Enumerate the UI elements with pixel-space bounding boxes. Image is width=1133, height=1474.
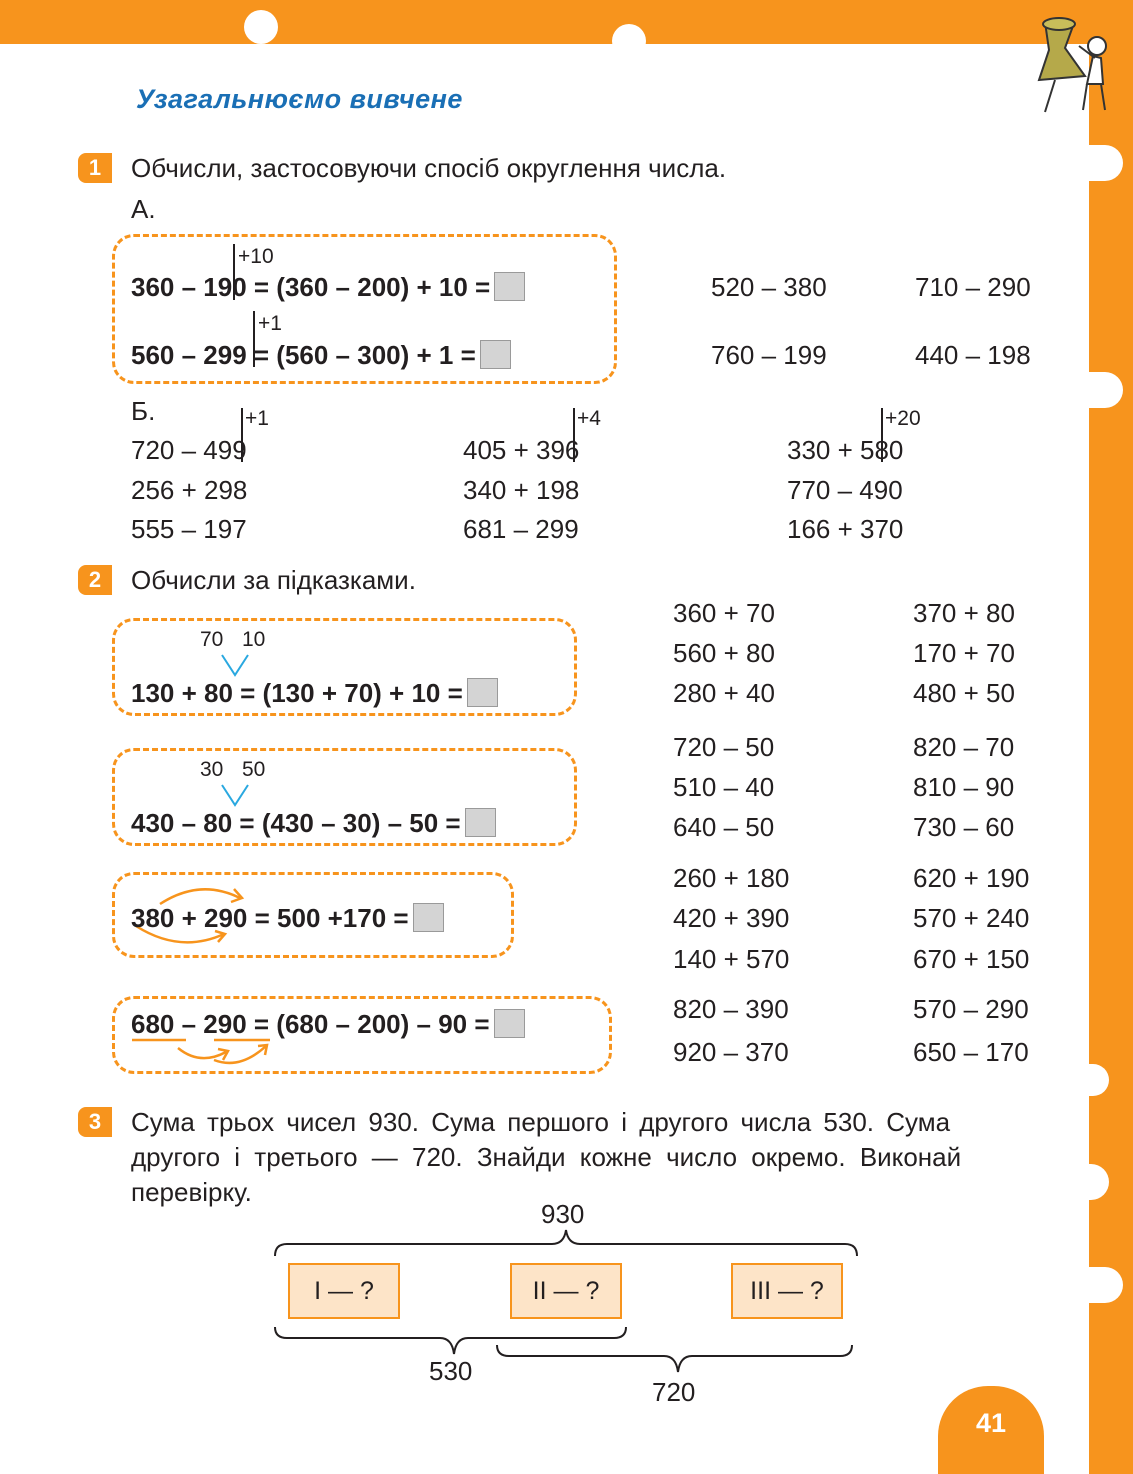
answer-box[interactable] (467, 678, 498, 707)
answer-box[interactable] (413, 903, 444, 932)
right-orange-band (1089, 44, 1133, 1474)
task-2-example-expression: 130 + 80 = (130 + 70) + 10 = (131, 678, 463, 708)
page-number: 41 (975, 1408, 1007, 1438)
task-2-example-expression: 430 – 80 = (430 – 30) – 50 = (131, 808, 461, 838)
task-1-part-b-label: Б. (131, 396, 156, 426)
diagram-box-first: I — ? (288, 1263, 400, 1319)
top-tab-notch-1 (244, 10, 278, 44)
mascot-pin-icon (1015, 12, 1125, 122)
task-2-item: 260 + 180 (673, 863, 790, 893)
task-1-example-row (131, 340, 511, 370)
task-1-b-hint: +1 (245, 407, 269, 430)
task-2-example-expression: 380 + 290 = 500 +170 = (131, 903, 409, 933)
task-1-b-item: 555 – 197 (131, 514, 247, 544)
task-1-b-hint: +20 (885, 407, 921, 430)
task-2-example-row (131, 678, 498, 708)
task-1-a-item: 760 – 199 (711, 340, 827, 370)
task-3-text-line: перевірку. (131, 1177, 252, 1207)
bottom-brace-right-icon (494, 1342, 858, 1376)
top-tab-notch-2 (612, 24, 646, 58)
task-2-item: 170 + 70 (913, 638, 1015, 668)
task-1-a-item: 440 – 198 (915, 340, 1031, 370)
task-2-example-row (131, 903, 444, 933)
task-2-item: 420 + 390 (673, 903, 790, 933)
task-2-item: 510 – 40 (673, 772, 775, 802)
task-1-a-item: 710 – 290 (915, 272, 1031, 302)
task-1-example-hint: +1 (258, 312, 282, 335)
split-value: 10 (242, 628, 266, 651)
section-title: Узагальнюємо вивчене (136, 84, 463, 114)
task-2-item: 480 + 50 (913, 678, 1015, 708)
task-2-item: 280 + 40 (673, 678, 775, 708)
task-1-b-item: 405 + 396 (463, 435, 580, 465)
task-2-item: 560 + 80 (673, 638, 775, 668)
task-2-item: 360 + 70 (673, 598, 775, 628)
task-1-b-item: 770 – 490 (787, 475, 903, 505)
task-1-b-item: 340 + 198 (463, 475, 580, 505)
split-value: 50 (242, 758, 266, 781)
answer-box[interactable] (480, 340, 511, 369)
split-mark-icon (220, 653, 250, 678)
task-2-item: 670 + 150 (913, 944, 1030, 974)
task-1-a-item: 520 – 380 (711, 272, 827, 302)
task-1-b-item: 681 – 299 (463, 514, 579, 544)
diagram-sum-second-third: 720 (652, 1377, 696, 1407)
task-2-item: 570 + 240 (913, 903, 1030, 933)
split-value: 70 (200, 628, 224, 651)
task-2-number: 2 (78, 565, 112, 595)
task-1-number: 1 (78, 153, 112, 183)
task-1-b-item: 330 + 580 (787, 435, 904, 465)
answer-box[interactable] (494, 272, 525, 301)
task-2-instruction: Обчисли за підказками. (131, 565, 416, 595)
diagram-sum-first-second: 530 (429, 1356, 473, 1386)
task-1-example-expression: 560 – 299 = (560 – 300) + 1 = (131, 340, 476, 370)
task-2-item: 370 + 80 (913, 598, 1015, 628)
task-2-item: 620 + 190 (913, 863, 1030, 893)
task-1-instruction: Обчисли, застосовуючи спосіб округлення числа. (131, 153, 727, 183)
split-mark-icon (220, 783, 250, 808)
answer-box[interactable] (465, 808, 496, 837)
task-2-item: 570 – 290 (913, 994, 1029, 1024)
task-3-number: 3 (78, 1107, 112, 1137)
task-2-item: 820 – 70 (913, 732, 1015, 762)
task-1-b-item: 166 + 370 (787, 514, 904, 544)
task-2-item: 720 – 50 (673, 732, 775, 762)
diagram-box-third: III — ? (731, 1263, 843, 1319)
top-brace-icon (272, 1226, 860, 1260)
answer-box[interactable] (494, 1009, 525, 1038)
task-1-b-item: 256 + 298 (131, 475, 248, 505)
task-2-item: 730 – 60 (913, 812, 1015, 842)
top-orange-band (0, 0, 1133, 44)
task-2-item: 810 – 90 (913, 772, 1015, 802)
task-1-example-row (131, 272, 525, 302)
task-1-example-hint: +10 (238, 245, 274, 268)
task-2-item: 640 – 50 (673, 812, 775, 842)
task-3-text-line: другого і третього — 720. Знайди кожне число окремо. Виконай (131, 1142, 962, 1172)
diagram-box-second: II — ? (510, 1263, 622, 1319)
underline-arrows-icon (130, 1036, 280, 1070)
task-3-text-line: Сума трьох чисел 930. Сума першого і другого числа 530. Сума (131, 1107, 951, 1137)
split-value: 30 (200, 758, 224, 781)
task-2-item: 920 – 370 (673, 1037, 789, 1067)
diagram-total-label: 930 (541, 1199, 585, 1229)
task-2-example-expression: 680 – 290 = (680 – 200) – 90 = (131, 1009, 490, 1039)
task-2-item: 140 + 570 (673, 944, 790, 974)
task-2-item: 650 – 170 (913, 1037, 1029, 1067)
task-2-example-row (131, 808, 496, 838)
task-1-example-expression: 360 – 190 = (360 – 200) + 10 = (131, 272, 491, 302)
task-2-item: 820 – 390 (673, 994, 789, 1024)
task-1-part-a-label: А. (131, 194, 156, 224)
task-1-b-hint: +4 (577, 407, 601, 430)
task-2-example-row (131, 1009, 525, 1039)
task-1-b-item: 720 – 499 (131, 435, 247, 465)
